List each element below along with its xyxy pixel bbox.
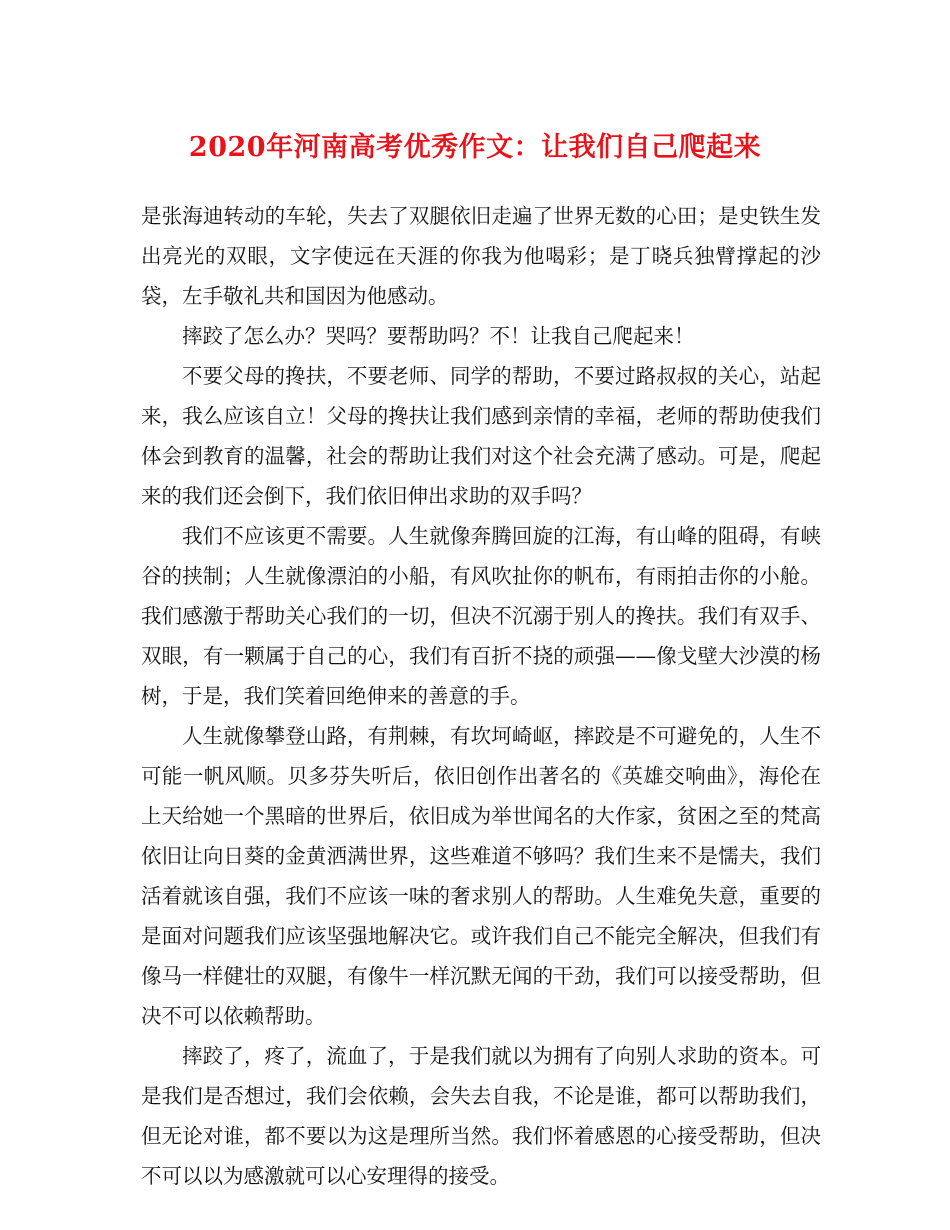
document-body: [141, 196, 821, 1196]
paragraph: 我们不应该更不需要。人生就像奔腾回旋的江海，有山峰的阻碍，有峡谷的挟制；人生就像漂泊的小船，有风吹扯你的帆布，有雨拍击你的小舱。我们感激于帮助关心我们的一切，但决不沉溺于别人的搀扶。我们有双手、双眼，有一颗属于自己的心，我们有百折不挠的顽强——像戈壁大沙漠的杨树，于是，我们笑着回绝伸来的善意的手。: [141, 524, 821, 708]
paragraph: 是张海迪转动的车轮，失去了双腿依旧走遍了世界无数的心田；是史铁生发出亮光的双眼，文字使远在天涯的你我为他喝彩；是丁晓兵独臂撑起的沙袋，左手敬礼共和国因为他感动。: [141, 204, 821, 308]
document-title: 2020年河南高考优秀作文：让我们自己爬起来: [188, 132, 762, 163]
paragraph: 人生就像攀登山路，有荆棘，有坎坷崎岖，摔跤是不可避免的，人生不可能一帆风顺。贝多芬失听后，依旧创作出著名的《英雄交响曲》，海伦在上天给她一个黑暗的世界后，依旧成为举世闻名的大作家，贫困之至的梵高依旧让向日葵的金黄洒满世界，这些难道不够吗？我们生来不是懦夫，我们活着就该自强，我们不应该一味的奢求别人的帮助。人生难免失意，重要的是面对问题我们应该坚强地解决它。或许我们自己不能完全解决，但我们有像马一样健壮的双腿，有像牛一样沉默无闻的干劲，我们可以接受帮助，但决不可以依赖帮助。: [141, 724, 821, 1028]
paragraph: 摔跤了，疼了，流血了，于是我们就以为拥有了向别人求助的资本。可是我们是否想过，我们会依赖，会失去自我，不论是谁，都可以帮助我们，但无论对谁，都不要以为这是理所当然。我们怀着感恩的心接受帮助，但决不可以以为感激就可以心安理得的接受。: [141, 1044, 821, 1188]
paragraph: 摔跤了怎么办？哭吗？要帮助吗？不！让我自己爬起来！: [182, 324, 695, 348]
paragraph: 不要父母的搀扶，不要老师、同学的帮助，不要过路叔叔的关心，站起来，我么应该自立！父母的搀扶让我们感到亲情的幸福，老师的帮助使我们体会到教育的温馨，社会的帮助让我们对这个社会充满了感动。可是，爬起来的我们还会倒下，我们依旧伸出求助的双手吗？: [141, 364, 821, 508]
